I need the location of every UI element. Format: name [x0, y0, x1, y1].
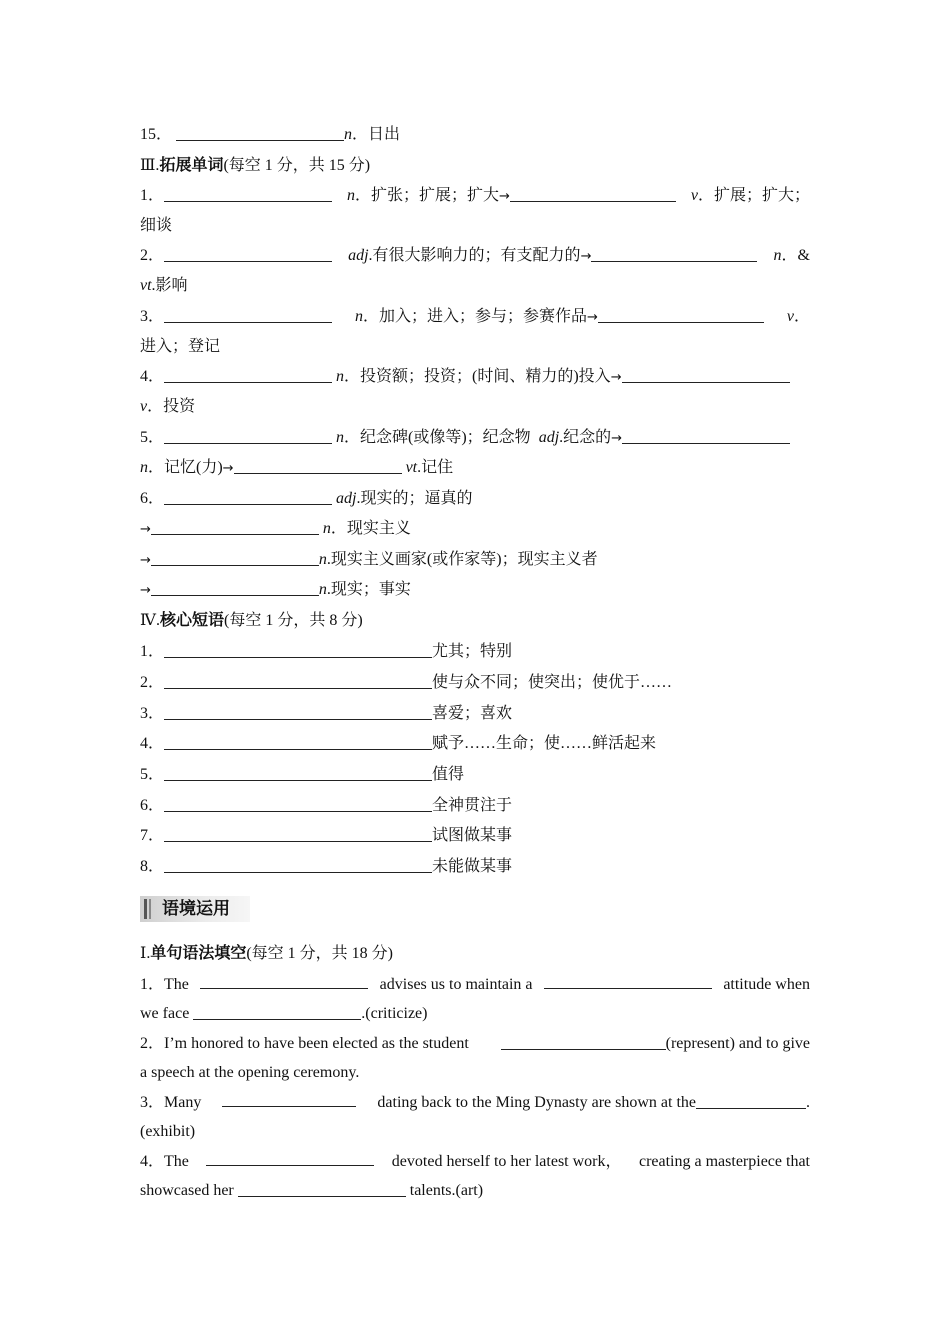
definition: ．加入；进入；参与；参赛作品	[362, 308, 587, 325]
answer-blank[interactable]	[696, 1090, 806, 1109]
answer-blank[interactable]	[164, 243, 332, 262]
definition: 尤其；特别	[432, 643, 513, 660]
sentence-item-2-continued	[140, 1058, 359, 1088]
answer-blank[interactable]	[164, 793, 432, 812]
sentence-item-3	[140, 1088, 810, 1118]
phrase-item	[140, 760, 464, 790]
definition: 喜爱；喜欢	[432, 705, 513, 722]
answer-blank[interactable]	[164, 364, 332, 383]
item-number: 7．	[140, 827, 165, 844]
answer-blank[interactable]	[238, 1178, 406, 1197]
part-of-speech: v	[786, 308, 794, 325]
definition: .纪念的	[559, 429, 612, 446]
arrow-icon: →	[611, 431, 623, 446]
definition: .现实主义画家(或作家等)；现实主义者	[326, 551, 598, 568]
expand-item-1	[140, 181, 810, 211]
definition: .影响	[151, 277, 188, 294]
phrase-item	[140, 791, 512, 821]
part-of-speech: v	[690, 187, 698, 204]
item-number: 4．	[140, 735, 165, 752]
arrow-icon: →	[222, 461, 234, 476]
banner-stripe	[144, 899, 147, 919]
sentence-text: The	[164, 1153, 189, 1170]
sentence-text: (represent) and to give	[665, 1035, 810, 1052]
answer-blank[interactable]	[591, 243, 757, 262]
answer-blank[interactable]	[234, 455, 402, 474]
definition: ．扩张；扩展；扩大	[354, 187, 499, 204]
expand-item-2-continued	[140, 271, 188, 301]
section-title: 单句语法填空	[150, 945, 247, 962]
sentence-text: dating back to the Ming Dynasty are shown at the	[377, 1094, 696, 1111]
sentence-text: The	[164, 976, 189, 993]
part-of-speech: n	[336, 368, 345, 385]
sentence-text: I’m honored to have been elected as the student	[164, 1035, 469, 1052]
sentence-text: creating a masterpiece that	[638, 1153, 810, 1170]
item-number: 3．	[140, 705, 165, 722]
definition: ．扩展；扩大；	[697, 187, 810, 204]
answer-blank[interactable]	[151, 547, 319, 566]
phrase-item	[140, 821, 512, 851]
phrase-item	[140, 668, 672, 698]
item-number: 4．	[140, 368, 165, 385]
definition: 值得	[432, 766, 465, 783]
banner-stripe	[149, 899, 151, 919]
item-number: 4．	[140, 1153, 165, 1170]
part-of-speech: vt	[405, 459, 418, 476]
answer-blank[interactable]	[164, 823, 432, 842]
sentence-text: we face	[140, 1005, 190, 1022]
definition: .现实；事实	[326, 581, 411, 598]
item-number: 5．	[140, 429, 165, 446]
section-score-note: (每空 1 分，共 15 分)	[223, 157, 371, 174]
answer-blank[interactable]	[176, 122, 344, 141]
part-of-speech: vt	[140, 277, 152, 294]
definition: .有很大影响力的；有支配力的	[368, 247, 581, 264]
definition: ．投资额；投资；(时间、精力的)投入	[344, 368, 611, 385]
expand-item-4	[140, 362, 790, 392]
section-heading-grammar-fill	[140, 939, 393, 969]
section-heading-core-phrases	[140, 606, 363, 636]
part-of-speech: n	[318, 581, 327, 598]
sentence-text: .(criticize)	[361, 1005, 428, 1022]
answer-blank[interactable]	[544, 970, 712, 989]
answer-blank[interactable]	[622, 425, 790, 444]
item-number: 2．	[140, 247, 165, 264]
part-of-speech: n	[318, 551, 327, 568]
definition: 使与众不同；使突出；使优于……	[432, 674, 673, 691]
sentence-text: Many	[164, 1094, 202, 1111]
section-score-note: (每空 1 分，共 18 分)	[246, 945, 394, 962]
answer-blank[interactable]	[598, 304, 764, 323]
definition: ．&	[781, 247, 810, 264]
item-number: 3．	[140, 1094, 165, 1111]
item-number: 6．	[140, 797, 165, 814]
expand-item-4-continued	[140, 392, 195, 422]
answer-blank[interactable]	[510, 183, 676, 202]
answer-blank[interactable]	[622, 364, 790, 383]
part-of-speech: n	[344, 126, 353, 143]
sentence-text: showcased her	[140, 1182, 234, 1199]
item-number: 1．	[140, 187, 165, 204]
sentence-text: (exhibit)	[140, 1123, 196, 1140]
item-number: 1．	[140, 976, 165, 993]
sentence-item-4	[140, 1147, 810, 1177]
expand-item-1-continued	[140, 211, 172, 241]
definition: ．记忆(力)	[148, 459, 223, 476]
phrase-item	[140, 852, 512, 882]
answer-blank[interactable]	[164, 854, 432, 873]
item-number: 3．	[140, 308, 165, 325]
answer-blank[interactable]	[193, 1001, 361, 1020]
definition: 细谈	[140, 217, 173, 234]
sentence-item-1	[140, 970, 810, 1000]
part-of-speech: n	[336, 429, 345, 446]
expand-item-3	[140, 302, 810, 332]
answer-blank[interactable]	[206, 1147, 374, 1166]
definition: 赋予……生命；使……鲜活起来	[432, 735, 657, 752]
definition: 进入；登记	[140, 338, 221, 355]
sentence-item-4-continued	[140, 1176, 483, 1206]
arrow-icon: →	[140, 583, 151, 598]
item-number: 8．	[140, 858, 165, 875]
part-of-speech: n	[140, 459, 148, 476]
section-heading-expand-words	[140, 151, 370, 181]
part-of-speech: adj	[538, 429, 560, 446]
phrase-item	[140, 729, 656, 759]
answer-blank[interactable]	[222, 1088, 356, 1107]
vocab-item-15	[140, 120, 400, 150]
sentence-text: .	[806, 1094, 810, 1111]
item-number: 2．	[140, 674, 165, 691]
sentence-text: talents.(art)	[409, 1182, 484, 1199]
item-number: 15．	[140, 126, 173, 143]
item-number: 2．	[140, 1035, 165, 1052]
part-of-speech: n	[354, 308, 363, 325]
arrow-icon: →	[580, 249, 592, 264]
answer-blank[interactable]	[164, 183, 332, 202]
answer-blank[interactable]	[164, 701, 432, 720]
answer-blank[interactable]	[164, 486, 332, 505]
expand-item-6-derivative-1	[140, 514, 411, 544]
item-number: 6．	[140, 490, 165, 507]
definition: .现实的；逼真的	[356, 490, 473, 507]
arrow-icon: →	[610, 370, 622, 385]
phrase-item	[140, 699, 512, 729]
part-of-speech: adj	[348, 247, 369, 264]
expand-item-6-derivative-2	[140, 545, 598, 575]
sentence-item-3-continued	[140, 1117, 195, 1147]
part-of-speech: adj	[336, 490, 357, 507]
arrow-icon: →	[140, 553, 151, 568]
answer-blank[interactable]	[501, 1031, 666, 1050]
definition: 全神贯注于	[432, 797, 513, 814]
part-of-speech: n	[346, 187, 355, 204]
phrase-item	[140, 637, 512, 667]
definition: 试图做某事	[432, 827, 513, 844]
expand-item-5	[140, 423, 790, 453]
section-title: 拓展单词	[159, 157, 224, 174]
sentence-text: attitude when	[723, 976, 810, 993]
expand-item-6-derivative-3	[140, 575, 411, 605]
section-score-note: (每空 1 分，共 8 分)	[224, 612, 363, 629]
expand-item-3-continued	[140, 332, 220, 362]
expand-item-6	[140, 484, 472, 514]
answer-blank[interactable]	[164, 639, 432, 658]
answer-blank[interactable]	[164, 670, 432, 689]
definition: ．	[793, 308, 810, 325]
section-numeral: Ⅰ.	[140, 945, 151, 962]
section-banner	[140, 896, 250, 922]
arrow-icon: →	[140, 522, 151, 537]
part-of-speech: n	[322, 520, 331, 537]
answer-blank[interactable]	[151, 516, 319, 535]
answer-blank[interactable]	[151, 577, 319, 596]
answer-blank[interactable]	[164, 762, 432, 781]
section-numeral: Ⅳ.	[140, 612, 160, 629]
sentence-item-2	[140, 1029, 810, 1059]
answer-blank[interactable]	[164, 425, 332, 444]
part-of-speech: n	[773, 247, 782, 264]
section-title: 核心短语	[159, 612, 224, 629]
definition: 未能做某事	[432, 858, 513, 875]
item-number: 1．	[140, 643, 165, 660]
definition: ．投资	[147, 398, 196, 415]
arrow-icon: →	[499, 189, 510, 204]
banner-title: 语境运用	[162, 899, 230, 919]
sentence-text: advises us to maintain a	[379, 976, 533, 993]
answer-blank[interactable]	[164, 731, 432, 750]
part-of-speech: v	[140, 398, 148, 415]
arrow-icon: →	[587, 310, 598, 325]
sentence-item-1-continued	[140, 999, 427, 1029]
section-numeral: Ⅲ.	[140, 157, 160, 174]
sentence-text: a speech at the opening ceremony.	[140, 1064, 360, 1081]
answer-blank[interactable]	[164, 304, 332, 323]
expand-item-2	[140, 241, 810, 271]
sentence-text: devoted herself to her latest work，	[391, 1153, 622, 1170]
answer-blank[interactable]	[200, 970, 368, 989]
definition: ．纪念碑(或像等)；纪念物	[344, 429, 531, 446]
item-number: 5．	[140, 766, 165, 783]
definition: ．日出	[352, 126, 401, 143]
definition: ．现实主义	[330, 520, 411, 537]
definition: .记住	[417, 459, 454, 476]
expand-item-5-continued	[140, 453, 453, 483]
